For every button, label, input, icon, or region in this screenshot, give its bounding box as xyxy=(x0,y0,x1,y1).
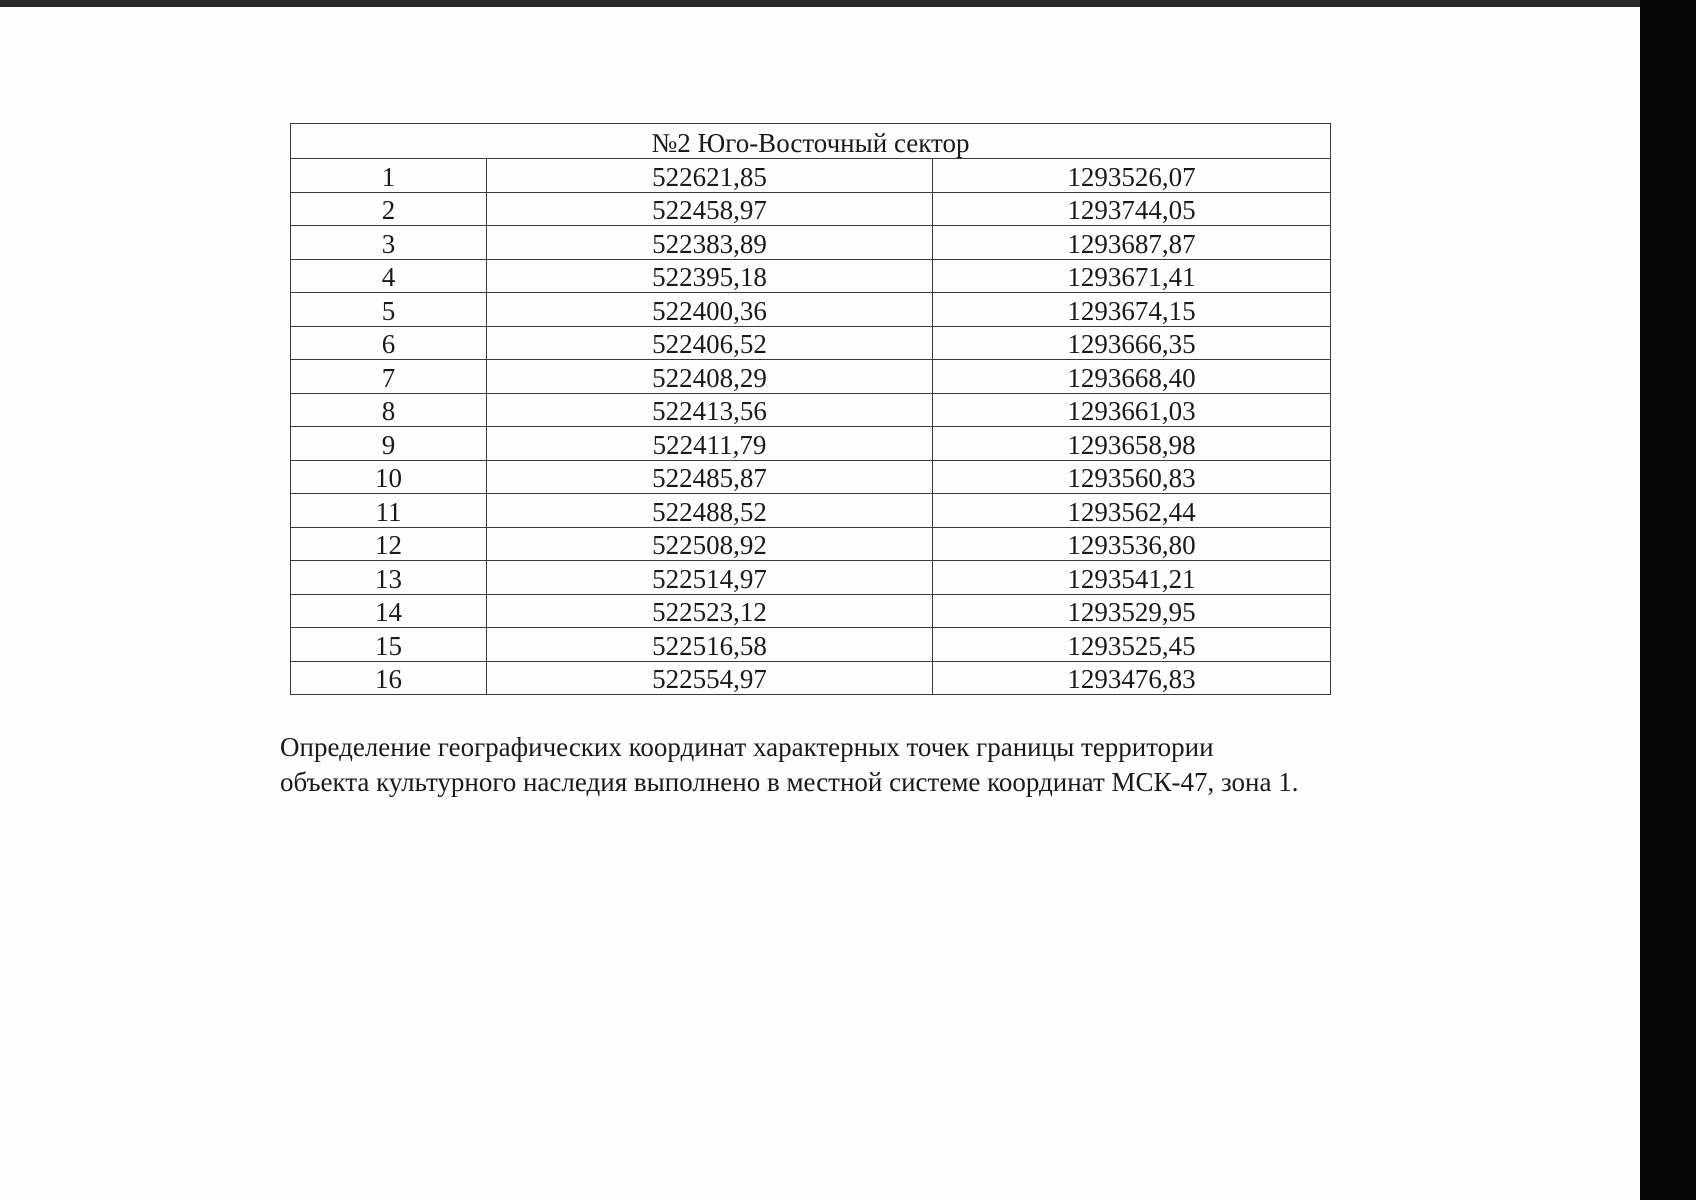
y-coordinate-cell: 1293661,03 xyxy=(933,393,1331,427)
x-coordinate-cell: 522488,52 xyxy=(487,494,933,528)
table-row xyxy=(291,360,1331,394)
x-coordinate-cell: 522485,87 xyxy=(487,460,933,494)
y-coordinate-cell: 1293668,40 xyxy=(933,360,1331,394)
point-number-cell: 4 xyxy=(291,259,487,293)
table-row xyxy=(291,460,1331,494)
y-coordinate-cell: 1293671,41 xyxy=(933,259,1331,293)
y-coordinate-cell: 1293541,21 xyxy=(933,561,1331,595)
y-coordinate-cell: 1293560,83 xyxy=(933,460,1331,494)
table-row xyxy=(291,661,1331,695)
table-row xyxy=(291,427,1331,461)
point-number-cell: 1 xyxy=(291,159,487,193)
table-row xyxy=(291,326,1331,360)
table-row xyxy=(291,527,1331,561)
x-coordinate-cell: 522383,89 xyxy=(487,226,933,260)
point-number-cell: 6 xyxy=(291,326,487,360)
table-row xyxy=(291,226,1331,260)
note-line-2: объекта культурного наследия выполнено в местной системе координат МСК-47, зона 1. xyxy=(280,767,1299,797)
y-coordinate-cell: 1293562,44 xyxy=(933,494,1331,528)
y-coordinate-cell: 1293525,45 xyxy=(933,628,1331,662)
point-number-cell: 5 xyxy=(291,293,487,327)
table-row xyxy=(291,192,1331,226)
point-number-cell: 10 xyxy=(291,460,487,494)
x-coordinate-cell: 522408,29 xyxy=(487,360,933,394)
y-coordinate-cell: 1293687,87 xyxy=(933,226,1331,260)
x-coordinate-cell: 522411,79 xyxy=(487,427,933,461)
table-row xyxy=(291,561,1331,595)
y-coordinate-cell: 1293658,98 xyxy=(933,427,1331,461)
coordinates-table xyxy=(290,123,1331,695)
y-coordinate-cell: 1293744,05 xyxy=(933,192,1331,226)
table-row xyxy=(291,159,1331,193)
x-coordinate-cell: 522400,36 xyxy=(487,293,933,327)
coordinate-system-note xyxy=(280,730,1380,800)
point-number-cell: 7 xyxy=(291,360,487,394)
x-coordinate-cell: 522508,92 xyxy=(487,527,933,561)
table-row xyxy=(291,628,1331,662)
x-coordinate-cell: 522554,97 xyxy=(487,661,933,695)
point-number-cell: 3 xyxy=(291,226,487,260)
x-coordinate-cell: 522516,58 xyxy=(487,628,933,662)
x-coordinate-cell: 522458,97 xyxy=(487,192,933,226)
table-row xyxy=(291,393,1331,427)
scan-border-right xyxy=(1640,0,1696,1200)
point-number-cell: 15 xyxy=(291,628,487,662)
table-row xyxy=(291,293,1331,327)
table-title: №2 Юго-Восточный сектор xyxy=(291,124,1331,159)
x-coordinate-cell: 522406,52 xyxy=(487,326,933,360)
point-number-cell: 11 xyxy=(291,494,487,528)
y-coordinate-cell: 1293674,15 xyxy=(933,293,1331,327)
y-coordinate-cell: 1293536,80 xyxy=(933,527,1331,561)
point-number-cell: 16 xyxy=(291,661,487,695)
point-number-cell: 12 xyxy=(291,527,487,561)
table-row xyxy=(291,259,1331,293)
scan-border-top xyxy=(0,0,1640,7)
x-coordinate-cell: 522523,12 xyxy=(487,594,933,628)
y-coordinate-cell: 1293529,95 xyxy=(933,594,1331,628)
note-line-1: Определение географических координат характерных точек границы территории xyxy=(280,732,1214,762)
y-coordinate-cell: 1293526,07 xyxy=(933,159,1331,193)
point-number-cell: 9 xyxy=(291,427,487,461)
x-coordinate-cell: 522413,56 xyxy=(487,393,933,427)
point-number-cell: 8 xyxy=(291,393,487,427)
point-number-cell: 13 xyxy=(291,561,487,595)
table-title-row xyxy=(291,124,1331,159)
table-row xyxy=(291,594,1331,628)
x-coordinate-cell: 522514,97 xyxy=(487,561,933,595)
x-coordinate-cell: 522621,85 xyxy=(487,159,933,193)
x-coordinate-cell: 522395,18 xyxy=(487,259,933,293)
y-coordinate-cell: 1293476,83 xyxy=(933,661,1331,695)
table-row xyxy=(291,494,1331,528)
point-number-cell: 14 xyxy=(291,594,487,628)
point-number-cell: 2 xyxy=(291,192,487,226)
y-coordinate-cell: 1293666,35 xyxy=(933,326,1331,360)
